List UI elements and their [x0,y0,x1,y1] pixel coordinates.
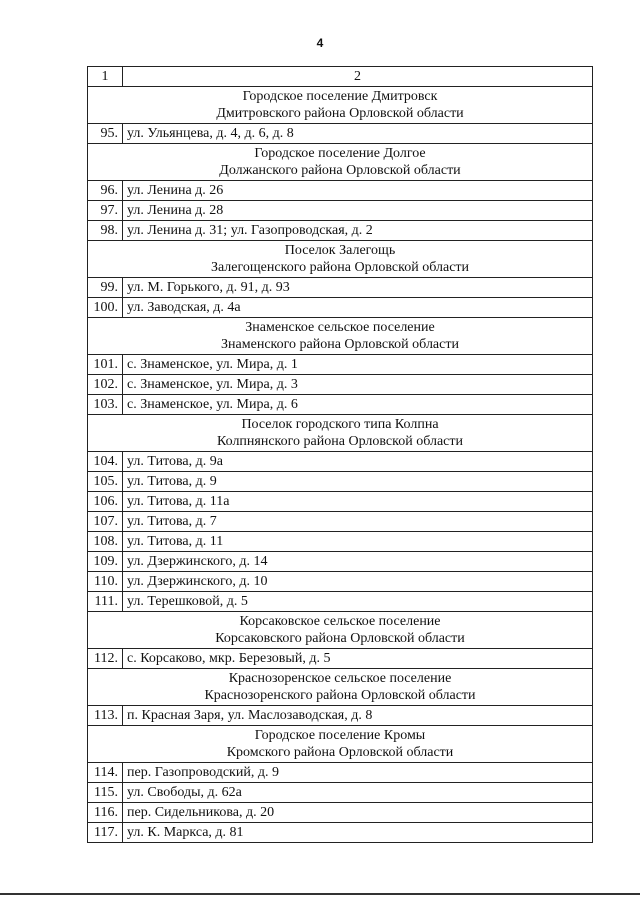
row-address: ул. Заводская, д. 4а [123,298,593,318]
row-address: ул. Свободы, д. 62а [123,783,593,803]
section-title-line1: Краснозоренское сельское поселение [228,671,452,686]
row-number: 106. [88,492,123,512]
table-row [88,649,593,669]
address-table [87,66,593,843]
section-title-line1: Знаменское сельское поселение [245,320,435,335]
header-row [88,67,593,87]
table-row [88,278,593,298]
section-title-line2: Дмитровского района Орловской области [216,106,464,121]
table-row [88,512,593,532]
row-address: пер. Газопроводский, д. 9 [123,763,593,783]
row-address: ул. Титова, д. 9а [123,452,593,472]
row-address: с. Знаменское, ул. Мира, д. 3 [123,375,593,395]
row-number: 113. [88,706,123,726]
row-address: с. Знаменское, ул. Мира, д. 1 [123,355,593,375]
row-address: с. Знаменское, ул. Мира, д. 6 [123,395,593,415]
section-row [88,415,593,452]
table-row [88,181,593,201]
table-row [88,592,593,612]
section-title-line1: Городское поселение Долгое [254,146,426,161]
table-row [88,572,593,592]
row-number: 95. [88,124,123,144]
section-row [88,669,593,706]
row-address: п. Красная Заря, ул. Маслозаводская, д. 8 [123,706,593,726]
section-title [88,669,593,706]
section-row [88,726,593,763]
table-row [88,552,593,572]
row-number: 117. [88,823,123,843]
row-number: 110. [88,572,123,592]
row-number: 107. [88,512,123,532]
row-number: 114. [88,763,123,783]
section-row [88,241,593,278]
row-address: ул. Титова, д. 9 [123,472,593,492]
header-col-2: 2 [123,67,593,87]
row-address: ул. М. Горького, д. 91, д. 93 [123,278,593,298]
header-col-1: 1 [88,67,123,87]
row-address: ул. Титова, д. 7 [123,512,593,532]
table-row [88,395,593,415]
row-address: ул. Ульянцева, д. 4, д. 6, д. 8 [123,124,593,144]
section-title-line1: Корсаковское сельское поселение [239,614,441,629]
row-number: 105. [88,472,123,492]
section-title-line1: Городское поселение Кромы [254,728,426,743]
table-row [88,452,593,472]
section-title-line2: Залегощенского района Орловской области [210,260,470,275]
row-number: 99. [88,278,123,298]
bottom-rule [0,893,640,895]
row-address: ул. К. Маркса, д. 81 [123,823,593,843]
section-row [88,87,593,124]
table-row [88,472,593,492]
row-number: 101. [88,355,123,375]
row-number: 102. [88,375,123,395]
row-address: ул. Дзержинского, д. 10 [123,572,593,592]
table-row [88,706,593,726]
table-row [88,221,593,241]
section-title [88,87,593,124]
row-number: 108. [88,532,123,552]
row-address: ул. Титова, д. 11а [123,492,593,512]
table-row [88,201,593,221]
row-number: 96. [88,181,123,201]
address-table-body [88,67,593,843]
table-row [88,375,593,395]
section-title [88,144,593,181]
row-number: 112. [88,649,123,669]
row-number: 97. [88,201,123,221]
section-row [88,318,593,355]
section-title-line2: Должанского района Орловской области [219,163,461,178]
row-address: пер. Сидельникова, д. 20 [123,803,593,823]
section-title-line1: Городское поселение Дмитровск [242,89,438,104]
section-title [88,726,593,763]
section-title [88,612,593,649]
section-title-line2: Знаменского района Орловской области [221,337,459,352]
row-address: ул. Терешковой, д. 5 [123,592,593,612]
section-row [88,612,593,649]
row-address: ул. Титова, д. 11 [123,532,593,552]
row-number: 109. [88,552,123,572]
section-title-line2: Кромского района Орловской области [226,745,454,760]
row-address: ул. Ленина д. 28 [123,201,593,221]
section-title-line1: Поселок городского типа Колпна [241,417,439,432]
row-number: 103. [88,395,123,415]
section-row [88,144,593,181]
row-number: 115. [88,783,123,803]
section-title [88,415,593,452]
table-row [88,355,593,375]
table-row [88,823,593,843]
table-row [88,124,593,144]
row-number: 116. [88,803,123,823]
table-row [88,492,593,512]
table-row [88,298,593,318]
page-number: 4 [316,36,324,50]
row-number: 111. [88,592,123,612]
section-title-line2: Колпнянского района Орловской области [216,434,463,449]
section-title-line1: Поселок Залегощь [284,243,396,258]
table-row [88,763,593,783]
row-address: ул. Ленина д. 26 [123,181,593,201]
table-row [88,532,593,552]
row-address: ул. Дзержинского, д. 14 [123,552,593,572]
section-title [88,241,593,278]
section-title-line2: Корсаковского района Орловской области [215,631,465,646]
table-row [88,803,593,823]
row-number: 104. [88,452,123,472]
row-address: ул. Ленина д. 31; ул. Газопроводская, д. 2 [123,221,593,241]
row-number: 100. [88,298,123,318]
section-title [88,318,593,355]
row-number: 98. [88,221,123,241]
table-row [88,783,593,803]
section-title-line2: Краснозоренского района Орловской области [204,688,476,703]
row-address: с. Корсаково, мкр. Березовый, д. 5 [123,649,593,669]
